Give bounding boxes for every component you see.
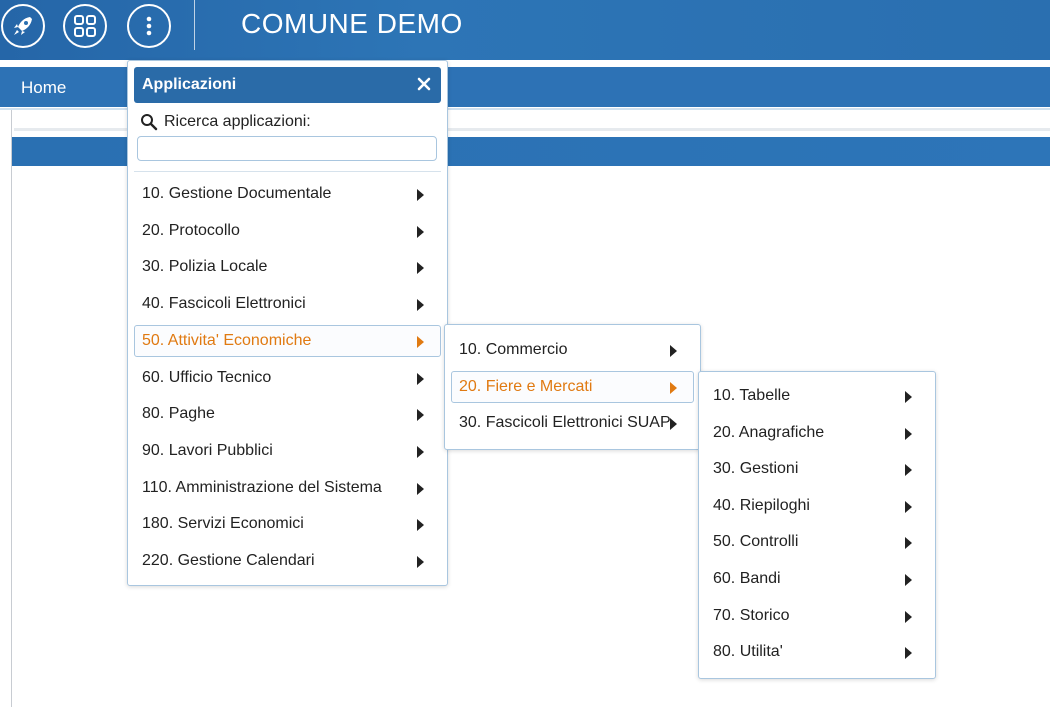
top-header-bar (0, 0, 1050, 60)
apps-menu-item[interactable] (134, 251, 441, 283)
caret-right-icon (417, 556, 424, 568)
submenu-2-item[interactable] (705, 526, 929, 558)
caret-right-icon (417, 299, 424, 311)
submenu-2-item[interactable] (705, 636, 929, 668)
rocket-icon (10, 13, 36, 39)
caret-right-icon (417, 409, 424, 421)
launcher-button[interactable] (1, 4, 45, 48)
fiere-mercati-submenu (698, 371, 936, 679)
caret-right-icon (905, 464, 912, 476)
search-label-row (140, 113, 311, 131)
menu-separator (134, 171, 441, 172)
caret-right-icon (905, 428, 912, 440)
caret-right-icon (417, 189, 424, 201)
submenu-1-item[interactable] (451, 407, 694, 439)
menu-item-label: 180. Servizi Economici (142, 515, 304, 533)
menu-item-label: 90. Lavori Pubblici (142, 441, 273, 459)
menu-item-label: 50. Controlli (713, 533, 799, 551)
menu-item-label: 40. Fascicoli Elettronici (142, 295, 306, 313)
content-border (11, 110, 12, 707)
menu-item-label: 110. Amministrazione del Sistema (142, 478, 382, 496)
menu-item-label: 10. Commercio (459, 341, 568, 358)
apps-grid-button[interactable] (63, 4, 107, 48)
apps-menu-item[interactable] (134, 398, 441, 430)
search-input[interactable] (137, 136, 437, 161)
apps-menu-item[interactable] (134, 288, 441, 320)
apps-menu-item[interactable] (134, 215, 441, 247)
nav-home-link[interactable]: Home (21, 78, 67, 97)
submenu-1-item[interactable] (451, 371, 694, 403)
search-icon (140, 113, 158, 131)
caret-right-icon (417, 483, 424, 495)
menu-item-label: 60. Ufficio Tecnico (142, 368, 272, 386)
close-icon[interactable] (416, 76, 432, 92)
apps-menu-item[interactable] (134, 508, 441, 540)
menu-title: Applicazioni (142, 76, 237, 93)
apps-menu-item[interactable] (134, 362, 441, 394)
attivita-economiche-submenu (444, 324, 701, 450)
caret-right-icon (905, 611, 912, 623)
submenu-2-item[interactable] (705, 563, 929, 595)
more-options-button[interactable] (127, 4, 171, 48)
submenu-2-item[interactable] (705, 380, 929, 412)
menu-item-label: 20. Fiere e Mercati (459, 377, 593, 395)
menu-item-label: 50. Attivita' Economiche (142, 331, 312, 349)
caret-right-icon (670, 382, 677, 394)
caret-right-icon (417, 519, 424, 531)
caret-right-icon (905, 574, 912, 586)
apps-menu-item[interactable] (134, 545, 441, 577)
caret-right-icon (417, 226, 424, 238)
header-divider (194, 0, 195, 50)
menu-item-label: 220. Gestione Calendari (142, 552, 315, 569)
apps-menu-item[interactable] (134, 178, 441, 210)
menu-item-label: 20. Anagrafiche (713, 423, 825, 441)
caret-right-icon (670, 418, 677, 430)
menu-item-label: 20. Protocollo (142, 221, 240, 239)
caret-right-icon (417, 336, 424, 348)
caret-right-icon (905, 537, 912, 549)
apps-grid-icon (72, 13, 98, 39)
applications-menu (127, 60, 448, 586)
submenu-2-item[interactable] (705, 453, 929, 485)
submenu-1-item[interactable] (451, 334, 694, 366)
menu-item-label: 70. Storico (713, 606, 790, 624)
caret-right-icon (905, 501, 912, 513)
menu-item-label: 30. Fascicoli Elettronici SUAP (459, 414, 671, 431)
menu-item-label: 30. Polizia Locale (142, 258, 268, 276)
more-vertical-icon (136, 13, 162, 39)
page-title: COMUNE DEMO (241, 8, 463, 39)
menu-item-label: 40. Riepiloghi (713, 496, 810, 514)
apps-menu-item[interactable] (134, 325, 441, 357)
search-label: Ricerca applicazioni: (164, 113, 311, 130)
menu-item-label: 10. Tabelle (713, 387, 791, 404)
caret-right-icon (417, 262, 424, 274)
caret-right-icon (905, 647, 912, 659)
caret-right-icon (417, 373, 424, 385)
menu-item-label: 80. Paghe (142, 405, 215, 423)
menu-item-label: 60. Bandi (713, 570, 781, 587)
apps-menu-item[interactable] (134, 435, 441, 467)
submenu-2-item[interactable] (705, 600, 929, 632)
menu-item-label: 10. Gestione Documentale (142, 185, 332, 202)
caret-right-icon (905, 391, 912, 403)
caret-right-icon (670, 345, 677, 357)
menu-header (134, 67, 441, 103)
apps-menu-item[interactable] (134, 472, 441, 504)
submenu-2-item[interactable] (705, 490, 929, 522)
caret-right-icon (417, 446, 424, 458)
submenu-2-item[interactable] (705, 417, 929, 449)
menu-item-label: 80. Utilita' (713, 643, 783, 661)
menu-item-label: 30. Gestioni (713, 460, 799, 478)
